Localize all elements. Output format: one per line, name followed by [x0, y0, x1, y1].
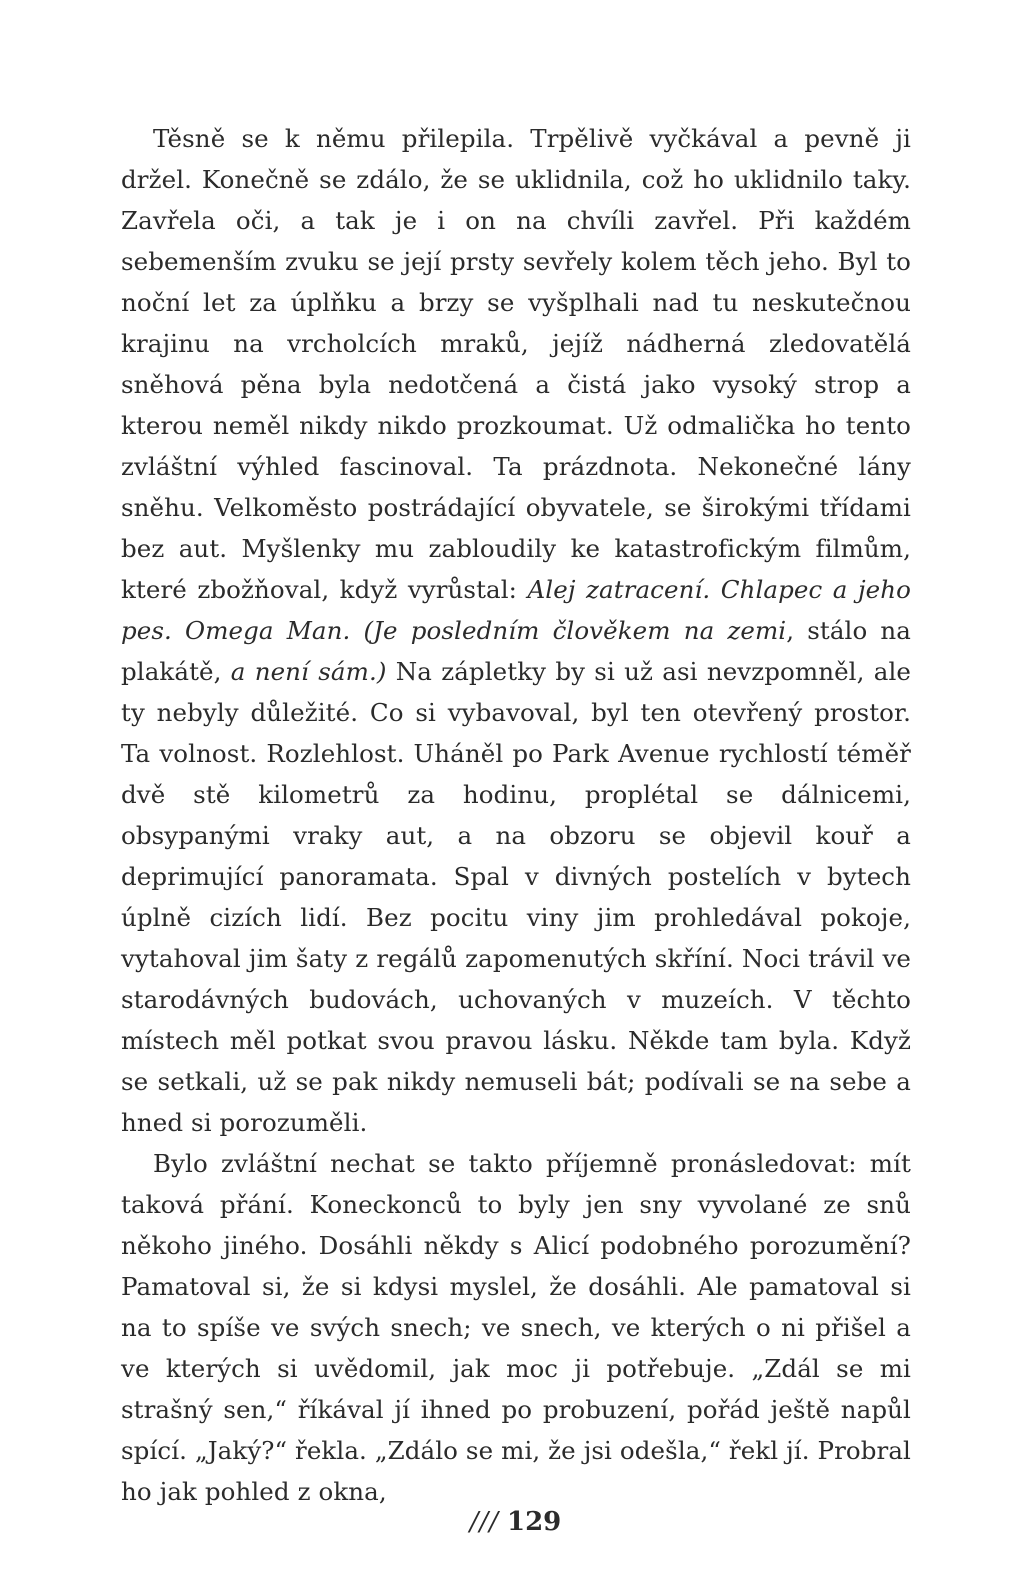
- paragraph-2: [121, 1143, 911, 1512]
- paragraph-1-italic-tagline: a není sám.): [230, 657, 387, 686]
- paragraph-1: [121, 118, 911, 1143]
- folio-marker: ///: [469, 1507, 499, 1537]
- paragraph-2-segment-1: Bylo zvláštní nechat se takto příjemně pronásledovat: mít taková přání. Koneckonců to byly jen sny vyvolané ze snů někoho jiného. Dosáhli někdy s Alicí podobného porozumění? Pamatoval si, že si kdysi myslel, že dosáhli. Ale pamatoval si na to spíše ve svých snech; ve snech, ve kterých o ni přišel a ve kterých si uvědomil, jak moc ji potřebuje. „Zdál se mi strašný sen,“ říkával jí ihned po probuzení, pořád ještě napůl spící. „Jaký?“ řekla. „Zdálo se mi, že jsi odešla,“ řekl jí. Probral ho jak pohled z okna,: [121, 1149, 911, 1506]
- page-number: 129: [507, 1507, 562, 1537]
- paragraph-1-italic-titles: Alej zatracení. Chlapec a jeho pes. Omega Man. (Je posledním člověkem na zemi: [121, 575, 911, 645]
- paragraph-1-segment-5: Na zápletky by si už asi nevzpomněl, ale ty nebyly důležité. Co si vybavoval, byl ten otevřený prostor. Ta volnost. Rozlehlost. Uháněl po Park Avenue rychlostí téměř dvě stě kilometrů za hodinu, proplétal se dálnicemi, obsypanými vraky aut, a na obzoru se objevil kouř a deprimující panoramata. Spal v divných postelích v bytech úplně cizích lidí. Bez pocitu viny jim prohledával pokoje, vytahoval jim šaty z regálů zapomenutých skříní. Noci trávil ve starodávných budovách, uchovaných v muzeích. V těchto místech měl potkat svou pravou lásku. Někde tam byla. Když se setkali, už se pak nikdy nemuseli bát; podívali se na sebe a hned si porozuměli.: [121, 657, 911, 1137]
- paragraph-1-segment-3: , stálo na plakátě,: [121, 616, 911, 686]
- paragraph-1-segment-1: Těsně se k němu přilepila. Trpělivě vyčkával a pevně ji držel. Konečně se zdálo, že se uklidnila, což ho uklidnilo taky. Zavřela oči, a tak je i on na chvíli zavřel. Při každém sebemenším zvuku se její prsty sevřely kolem těch jeho. Byl to noční let za úplňku a brzy se vyšplhali nad tu neskutečnou krajinu na vrcholcích mraků, jejíž nádherná zledovatělá sněhová pěna byla nedotčená a čistá jako vysoký strop a kterou neměl nikdy nikdo prozkoumat. Už odmalička ho tento zvláštní výhled fascinoval. Ta prázdnota. Nekonečné lány sněhu. Velkoměsto postrádající obyvatele, se širokými třídami bez aut. Myšlenky mu zabloudily ke katastrofickým filmům, které zbožňoval, když vyrůstal:: [121, 124, 911, 604]
- page-number-footer: [0, 1507, 1031, 1537]
- body-text: [121, 118, 911, 1512]
